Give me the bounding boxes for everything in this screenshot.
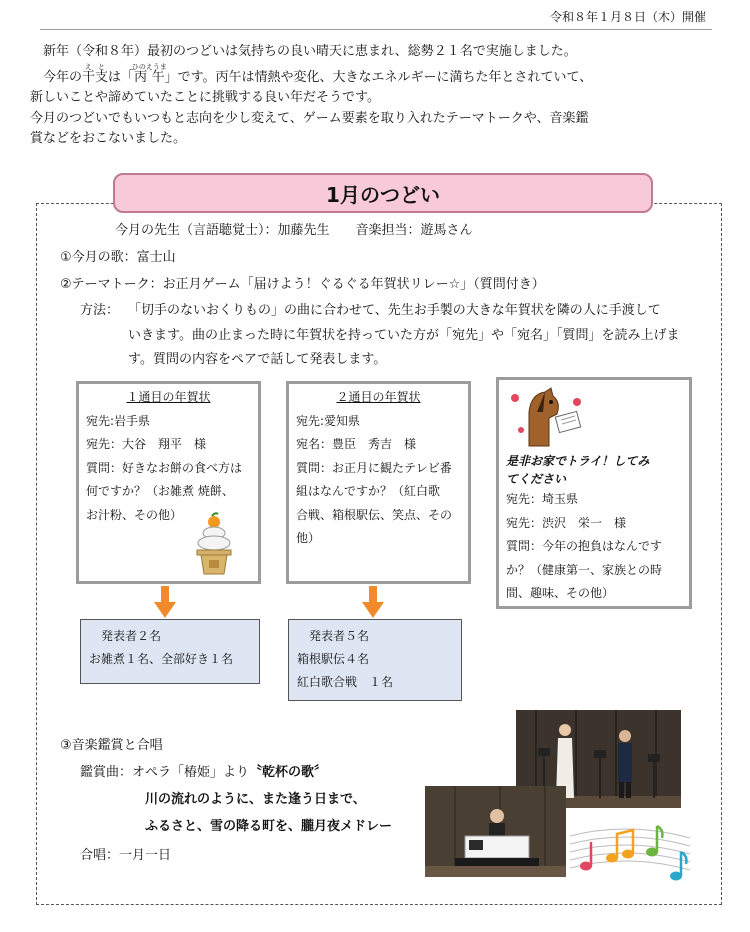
card-line: 質問：好きなお餅の食べ方は xyxy=(86,460,243,475)
section-banner: 1月のつどい xyxy=(113,173,653,213)
intro-paragraph-3b: 賞などをおこないました。 xyxy=(30,131,187,146)
event-date: 令和８年１月８日（木）開催 xyxy=(549,10,706,24)
intro-paragraph-3: 今月のつどいでもいつもと志向を少し変えて、ゲーム要素を取り入れたテーマトークや、音楽鑑 xyxy=(30,110,589,126)
card-line: 宛名：豊臣 秀吉 様 xyxy=(296,437,417,451)
result-line: お雑煮１名、全部好き１名 xyxy=(89,652,234,666)
song-line: ①今月の歌：富士山 xyxy=(60,250,176,265)
card-line: 他） xyxy=(296,531,321,545)
result-line: 発表者２名 xyxy=(89,629,162,643)
card-line: 間、趣味、その他） xyxy=(506,586,615,600)
intro-text xyxy=(30,42,720,150)
new-year-card-2 xyxy=(286,381,471,584)
result-box-1 xyxy=(80,619,260,684)
card-line: か？（健康第一、家族との時 xyxy=(506,562,663,577)
header-divider xyxy=(40,29,712,30)
result-line: 箱根駅伝４名 xyxy=(297,652,370,666)
pianist-photo xyxy=(425,786,566,877)
method-text: 「切手のないおくりもの」の曲に合わせて、先生お手製の大きな年賀状を隣の人に手渡して いきます。曲の止まった時に年賀状を持っていた方が「宛先」や「宛名」「質問」を読み上げま す。質問の内容をペアで話して発表します。 xyxy=(128,303,680,367)
music-heading: ③音楽鑑賞と合唱 xyxy=(60,738,163,753)
card-line: 質問：お正月に観たテレビ番 xyxy=(296,460,452,475)
intro-paragraph-2b: 新しいことや諦めていたことに挑戦する良い年だそうです。 xyxy=(30,90,380,105)
card3-heading: 是非お家でトライ！してみ てください xyxy=(506,454,650,486)
card-line: 宛先:愛知県 xyxy=(296,413,361,428)
card-line: 宛先：大谷 翔平 様 xyxy=(86,437,207,451)
card-line: お汁粉、その他） xyxy=(86,507,183,522)
card-title: ２通目の年賀状 xyxy=(336,390,421,404)
card-line: 宛先：渋沢 栄一 様 xyxy=(506,515,627,530)
appreciation-line-3: ふるさと、雪の降る町を、朧月夜メドレー xyxy=(145,819,393,834)
card-line: 宛先：埼玉県 xyxy=(506,492,579,506)
chorus-line: 合唱：一月一日 xyxy=(80,848,172,863)
down-arrow-icon xyxy=(362,586,384,620)
result-box-2 xyxy=(288,619,462,701)
card-line: 質問：今年の抱負はなんです xyxy=(506,539,663,553)
card-line: 組はなんですか？（紅白歌 xyxy=(296,484,441,498)
music-notes-icon xyxy=(568,816,692,888)
method-label: 方法： xyxy=(80,303,120,318)
intro-paragraph-1: 新年（令和８年）最初のつどいは気持ちの良い晴天に恵まれ、総勢２１名で実施しました。 xyxy=(43,44,577,59)
down-arrow-icon xyxy=(154,586,176,620)
result-line: 発表者５名 xyxy=(297,629,370,643)
card-line: 宛先:岩手県 xyxy=(86,413,151,428)
kagami-mochi-icon xyxy=(189,512,239,578)
home-try-card xyxy=(496,377,692,609)
theme-talk-line: ②テーマトーク：お正月ゲーム「届けよう！ぐるぐる年賀状リレー☆」（質問付き） xyxy=(60,277,545,292)
result-line: 紅白歌合戦 １名 xyxy=(297,675,394,689)
appreciation-line: 鑑賞曲：オペラ「椿姫」より〝乾杯の歌〞 xyxy=(80,765,328,780)
appreciation-line-2: 川の流れのように、また逢う日まで、 xyxy=(145,792,366,807)
intro-paragraph-2: 今年の干え支とは「丙午ひのえうま」です。丙午は情熱や変化、大きなエネルギーに満ちた年とされていて、 xyxy=(43,62,593,85)
card-line: 合戦、箱根駅伝、笑点、その xyxy=(296,507,453,522)
card-line: 何ですか？（お雑煮 焼餅、 xyxy=(86,484,234,498)
card-title: １通目の年賀状 xyxy=(126,390,211,404)
horse-reading-icon xyxy=(507,384,587,450)
new-year-card-1 xyxy=(76,381,261,584)
teachers-line: 今月の先生（言語聴覚士）：加藤先生 音楽担当：遊馬さん xyxy=(115,223,473,238)
